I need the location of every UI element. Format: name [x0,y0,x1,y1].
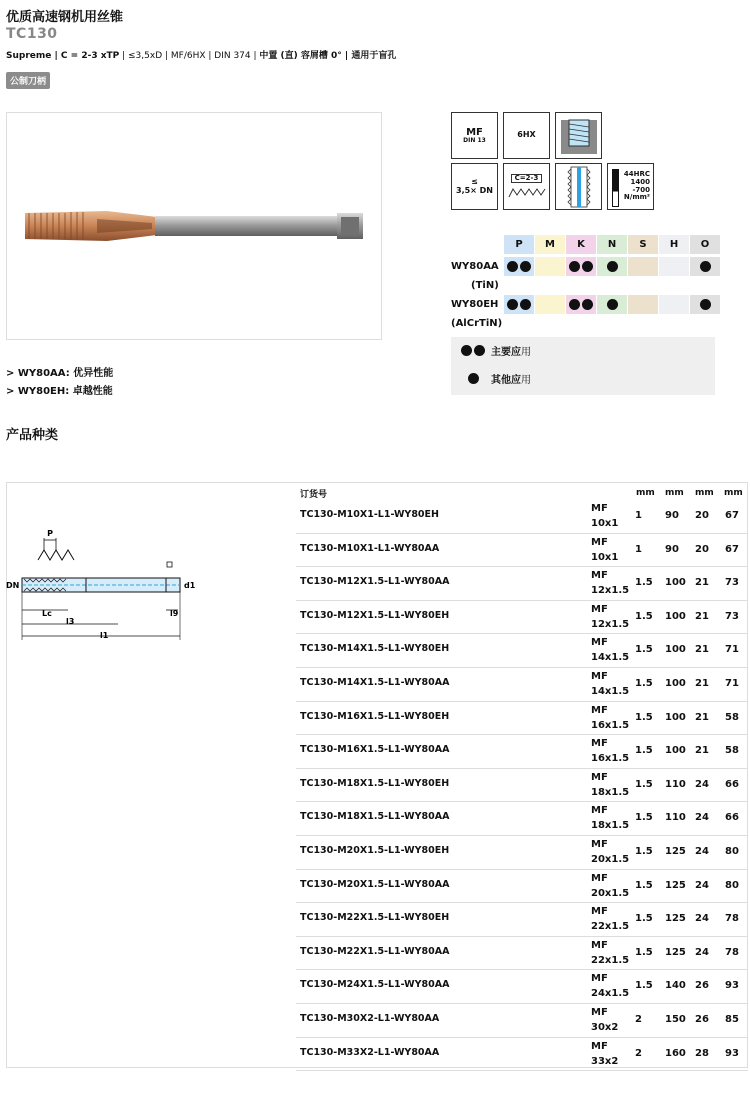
label-d1: d1 [184,581,196,590]
material-cell [535,257,565,276]
table-row[interactable] [296,702,748,736]
lc-value: 67 [725,543,739,555]
table-row[interactable] [296,903,748,937]
thread-length-value: 26 [695,980,709,992]
application-dot [569,299,580,310]
material-cell [504,295,534,314]
lc-value: 78 [725,946,739,958]
table-row[interactable] [296,870,748,904]
thread-length-value: 24 [695,946,709,958]
thread-size [591,602,631,632]
product-image-frame [6,112,382,340]
pitch-value: 1.5 [635,678,653,689]
thread-size [591,1039,631,1069]
thread-size [591,535,631,565]
pitch-value: 1.5 [635,711,653,723]
table-row[interactable] [296,567,748,601]
material-header-s: S [628,235,658,254]
thread-dim: 22x1.5 [591,954,630,966]
hardness-bar [612,169,619,207]
thread-size [591,904,631,934]
application-dot [520,299,531,310]
thread-length-value: 24 [695,812,709,824]
order-number: TC130-M18X1.5-L1-WY80AA [300,811,450,823]
lc-value: 66 [725,812,739,824]
hardness-1400: 1400 [630,177,650,186]
order-number: TC130-M10X1-L1-WY80AA [300,542,440,554]
pitch-value: 1.5 [635,946,653,958]
thread-size [591,837,631,867]
thread-type: MF [591,570,608,582]
section-title: 产品种类 [6,428,59,443]
application-dot [700,261,711,272]
lc-value: 73 [725,577,739,589]
thread-dim: 14x1.5 [591,652,630,664]
feature-item: > WY80AA: 优异性能 [6,368,114,379]
thread-dim: 10x1 [591,518,619,529]
din-label: DIN 13 [463,136,486,144]
thread-size [591,770,631,800]
thread-size [591,501,631,531]
legend-box [451,337,715,395]
order-number: TC130-M30X2-L1-WY80AA [300,1013,440,1024]
total-length-value: 100 [665,678,686,689]
order-number: TC130-M12X1.5-L1-WY80EH [300,609,450,621]
material-cell [659,295,689,314]
application-dot [607,299,618,310]
thread-length-value: 21 [695,610,709,622]
thread-type: MF [591,704,608,716]
chamfer-graphic [507,183,547,199]
grade-label-1 [451,257,501,295]
material-header-o: O [690,235,720,254]
material-cell [628,257,658,276]
total-length-value: 100 [665,610,686,622]
chamfer-label: C=2-3 [511,174,543,184]
order-number: TC130-M20X1.5-L1-WY80EH [300,845,450,856]
legend-label: 用 [521,375,531,386]
thread-size [591,803,631,833]
thread-length-value: 21 [695,577,709,589]
tolerance-icon [503,112,550,159]
blind-hole-icon [555,112,602,159]
order-number: TC130-M22X1.5-L1-WY80EH [300,912,450,924]
pitch-value: 1.5 [635,879,653,891]
total-length-value: 100 [665,745,686,757]
lc-value: 85 [725,1014,739,1025]
lc-value: 71 [725,644,739,656]
legend-secondary [455,371,531,386]
thread-dim: 20x1.5 [591,854,630,865]
thread-type: MF [591,738,608,750]
total-length-value: 100 [665,644,686,656]
lc-value: 93 [725,1047,739,1059]
table-row[interactable] [296,668,748,702]
total-length-value: 125 [665,913,686,925]
application-dot [520,261,531,272]
application-dot [582,299,593,310]
legend-primary [455,343,531,358]
tap-image [7,113,383,341]
label-p: P [47,529,53,538]
material-header-m: M [535,235,565,254]
total-length-value: 110 [665,812,686,824]
lc-value: 78 [725,913,739,925]
thread-type: MF [591,939,608,951]
thread-type: MF [591,637,608,649]
chamfer-icon [503,163,550,210]
thread-dim: 14x1.5 [591,686,630,697]
table-row[interactable] [296,836,748,870]
table-row[interactable] [296,769,748,803]
lc-value: 71 [725,678,739,689]
pitch-value: 1 [635,543,642,555]
table-row[interactable] [296,534,748,568]
table-row[interactable] [296,802,748,836]
blind-hole-graphic [559,116,599,156]
thread-length-value: 21 [695,644,709,656]
total-length-value: 125 [665,879,686,891]
total-length-value: 110 [665,778,686,790]
thread-dim: 20x1.5 [591,887,630,899]
pitch-value: 2 [635,1014,642,1025]
table-row[interactable] [296,1004,748,1038]
pitch-value: 1.5 [635,846,653,857]
total-length-value: 150 [665,1014,686,1025]
table-row[interactable] [296,937,748,971]
order-header: 订货号 [300,490,328,500]
thread-dim: 18x1.5 [591,786,630,798]
lc-value: 80 [725,879,739,891]
thread-type: MF [591,872,608,884]
product-code: TC130 [6,26,58,42]
grade-coating: (AlCrTiN) [451,318,503,329]
unit-header: mm [665,488,684,498]
unit-header: mm [695,488,714,498]
material-cell [597,257,627,276]
order-number: TC130-M18X1.5-L1-WY80EH [300,777,450,789]
hardness-hrc: 44HRC [623,170,650,179]
pitch-value: 1.5 [635,913,653,925]
pitch-value: 1.5 [635,778,653,790]
application-dot [700,299,711,310]
thread-type: MF [591,973,608,985]
depth-le: ≤ [471,176,478,186]
lc-value: 58 [725,745,739,757]
thread-type: MF [591,839,608,850]
total-length-value: 100 [665,711,686,723]
total-length-value: 100 [665,577,686,589]
depth-value: 3,5× DN [456,185,493,195]
unit-header: mm [724,488,743,498]
label-l9: l9 [170,609,179,618]
subtitle-specs: | ≤3,5xD | MF/6HX | DIN 374 | [119,51,260,61]
order-number: TC130-M14X1.5-L1-WY80AA [300,677,450,688]
thread-size [591,736,631,766]
lc-value: 67 [725,510,739,521]
material-header-p: P [504,235,534,254]
material-cell [690,257,720,276]
total-length-value: 90 [665,510,679,521]
thread-length-value: 21 [695,678,709,689]
order-number: TC130-M10X1-L1-WY80EH [300,509,439,520]
material-cell [566,295,596,314]
thread-dim: 18x1.5 [591,820,630,832]
hardness-700: -700 [632,185,650,194]
total-length-value: 160 [665,1047,686,1059]
thread-standard-icon [451,112,498,159]
material-cell [535,295,565,314]
thread-type: MF [591,671,608,682]
thread-dim: 33x2 [591,1055,619,1067]
lc-value: 73 [725,610,739,622]
thread-size [591,568,631,598]
material-header-h: H [659,235,689,254]
material-cell [628,295,658,314]
grade-coating: (TiN) [471,280,499,291]
hardness-unit: N/mm² [623,193,650,202]
thread-length-value: 24 [695,913,709,925]
application-dot [507,261,518,272]
thread-dim: 22x1.5 [591,921,630,933]
thread-size [591,669,631,699]
material-header-n: N [597,235,627,254]
material-cell [566,257,596,276]
material-cell [504,257,534,276]
total-length-value: 125 [665,846,686,857]
legend-dots-2 [455,345,491,356]
dimension-diagram [6,520,196,650]
thread-type: MF [591,603,608,615]
order-number: TC130-M20X1.5-L1-WY80AA [300,878,450,890]
table-row[interactable] [296,1038,748,1072]
label-l1: l1 [100,631,109,640]
pitch-value: 1.5 [635,644,653,656]
material-cell [659,257,689,276]
pitch-value: 1 [635,510,642,521]
thread-type: MF [591,1040,608,1052]
material-cell [690,295,720,314]
total-length-value: 90 [665,543,679,555]
thread-length-value: 24 [695,846,709,857]
thread-type: MF [591,771,608,783]
feature-item: > WY80EH: 卓越性能 [6,386,113,397]
thread-dim: 16x1.5 [591,719,630,731]
label-l3: l3 [66,617,75,626]
subtitle-brand: Supreme | C = 2-3 xTP [6,51,120,61]
thread-dim: 24x1.5 [591,988,630,1000]
thread-dim: 12x1.5 [591,585,630,597]
feature-list [6,365,113,401]
grade-name: WY80EH [451,299,499,310]
thread-type: MF [591,536,608,548]
grade-label-2 [451,295,501,333]
application-dot [582,261,593,272]
order-number: TC130-M24X1.5-L1-WY80AA [300,979,450,991]
pitch-value: 1.5 [635,980,653,992]
thread-length-value: 24 [695,879,709,891]
coolant-icon [555,163,602,210]
pitch-value: 1.5 [635,577,653,589]
depth-icon [451,163,498,210]
coolant-graphic [559,165,599,209]
mf-label: MF [466,126,483,138]
thread-length-value: 26 [695,1014,709,1025]
order-number: TC130-M12X1.5-L1-WY80AA [300,576,450,588]
lc-value: 66 [725,778,739,790]
pitch-value: 1.5 [635,610,653,622]
unit-header: mm [636,488,655,498]
lc-value: 58 [725,711,739,723]
label-dn: DN [6,581,20,590]
thread-dim: 12x1.5 [591,618,630,630]
order-number: TC130-M33X2-L1-WY80AA [300,1046,440,1058]
thread-type: MF [591,906,608,918]
thread-type: MF [591,503,608,514]
order-number: TC130-M16X1.5-L1-WY80EH [300,710,450,722]
legend-label-bold: 主要应 [491,347,521,358]
total-length-value: 140 [665,980,686,992]
thread-dim: 10x1 [591,551,619,563]
order-number: TC130-M16X1.5-L1-WY80AA [300,744,450,756]
pitch-value: 2 [635,1047,642,1059]
order-number: TC130-M22X1.5-L1-WY80AA [300,945,450,957]
thread-dim: 16x1.5 [591,753,630,765]
thread-length-value: 21 [695,711,709,723]
lc-value: 93 [725,980,739,992]
material-cell [597,295,627,314]
thread-length-value: 20 [695,543,709,555]
lc-value: 80 [725,846,739,857]
total-length-value: 125 [665,946,686,958]
material-header-k: K [566,235,596,254]
thread-size [591,635,631,665]
page-title: 优质高速钢机用丝锥 [6,10,124,25]
thread-size [591,1005,631,1035]
order-number: TC130-M14X1.5-L1-WY80EH [300,643,450,655]
product-subtitle [6,48,396,61]
table-row[interactable] [296,634,748,668]
grade-name: WY80AA [451,261,499,272]
hardness-icon [607,163,654,210]
pitch-value: 1.5 [635,745,653,757]
legend-label: 用 [521,347,531,358]
subtitle-flute: 中置 (直) 容屑槽 0° | 通用于盲孔 [259,51,397,61]
application-dot [607,261,618,272]
thread-size [591,971,631,1001]
thread-length-value: 21 [695,745,709,757]
thread-size [591,938,631,968]
application-dot [507,299,518,310]
thread-type: MF [591,1007,608,1018]
legend-dots-1 [455,373,491,384]
label-lc: Lc [42,609,52,618]
thread-length-value: 28 [695,1047,709,1059]
thread-length-value: 20 [695,510,709,521]
thread-dim: 30x2 [591,1022,619,1033]
thread-size [591,703,631,733]
thread-size [591,871,631,901]
thread-type: MF [591,805,608,817]
shank-tag: 公制刀柄 [6,72,50,89]
application-dot [569,261,580,272]
table-row[interactable] [296,735,748,769]
tolerance-label: 6HX [517,130,536,140]
table-row[interactable] [296,601,748,635]
table-row[interactable] [296,970,748,1004]
table-row[interactable] [296,500,748,534]
pitch-value: 1.5 [635,812,653,824]
legend-label-bold: 其他应 [491,375,521,386]
thread-length-value: 24 [695,778,709,790]
